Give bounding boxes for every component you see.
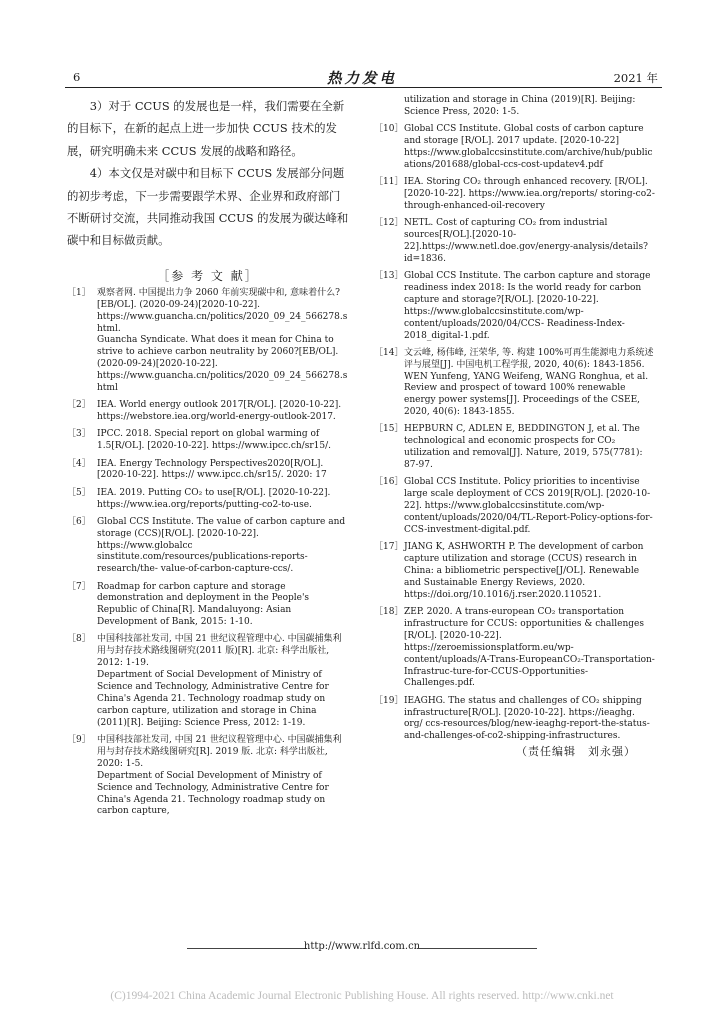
reference-18 — [374, 607, 656, 690]
reference-text: HEPBURN C, ADLEN E, BEDDINGTON J, et al. The technological and economic prospects for CO₂ utilization and removal[J]. Nature, 2019, 575(7781): 87-97. — [404, 424, 643, 471]
reference-number: ［6］ — [67, 516, 91, 527]
reference-3 — [67, 429, 349, 453]
left-column — [67, 95, 349, 824]
reference-number: ［3］ — [67, 429, 91, 440]
reference-number: ［15］ — [374, 424, 404, 435]
reference-9 — [67, 735, 349, 818]
reference-4 — [67, 459, 349, 483]
reference-number: ［10］ — [374, 124, 404, 135]
reference-number: ［16］ — [374, 477, 404, 488]
reference-number: ［9］ — [67, 735, 91, 746]
reference-6 — [67, 517, 349, 577]
reference-text: IEA. Energy Technology Perspectives2020[R/OL]. [2020-10-22]. https:// www.ipcc.ch/sr15/. 2020: 17 — [97, 458, 327, 481]
reference-text: IEA. Storing CO₂ through enhanced recovery. [R/OL]. [2020-10-22]. https://www.iea.org/reports/ storing-co2-through-enhanced-oil-recovery — [404, 177, 655, 211]
reference-number: ［4］ — [67, 458, 91, 469]
reference-text-en: Department of Social Development of Ministry of Science and Technology, Administrative Centre for China's Agenda 21. Technology roadmap study on carbon capture, — [97, 770, 329, 817]
reference-8 — [67, 634, 349, 729]
reference-number: ［14］ — [374, 347, 404, 358]
paragraph-3: 3）对于 CCUS 的发展也是一样，我们需要在全新的目标下，在新的起点上进一步加快 CCUS 技术的发展，研究明确未来 CCUS 发展的战略和路径。 — [67, 99, 345, 158]
reference-text: IEAGHG. The status and challenges of CO₂ shipping infrastructure[R/OL]. [2020-10-22]. https://ieaghg. org/ ccs-resources/blog/new-ieaghg-report-the-status-and-challenges-of-co2-shipping-infrastructures. — [404, 695, 650, 742]
reference-number: ［17］ — [374, 542, 404, 553]
reference-text: 中国科技部社发司, 中国 21 世纪议程管理中心. 中国碳捕集利用与封存技术路线图研究(2011 版)[R]. 北京: 科学出版社, 2012: 1-19. — [97, 634, 342, 669]
reference-text-en: Department of Social Development of Ministry of Science and Technology, Administrative Centre for China's Agenda 21. Technology roadmap study on carbon capture, utilization and storage in China (2011)[R]. Beijing: Science Press, 2012: 1-19. — [97, 670, 329, 728]
journal-title: 热力发电 — [327, 70, 397, 87]
reference-number: ［11］ — [374, 177, 404, 188]
reference-text: NETL. Cost of capturing CO₂ from industrial sources[R/OL].[2020-10-22].https://www.netl.doe.gov/energy-analysis/details?id=1836. — [404, 218, 648, 264]
reference-text: Global CCS Institute. The value of carbon capture and storage (CCS)[R/OL]. [2020-10-22]. https://www.globalcc sinstitute.com/resources/publications-reports-research/the- value-of-carbon-capture-ccs/. — [97, 516, 346, 575]
reference-text: Global CCS Institute. Global costs of carbon capture and storage [R/OL]. 2017 update. [2020-10-22] https://www.globalccsinstitute.com/archive/hub/publications/201688/global-ccs-cost-updatev4.pdf — [404, 124, 653, 170]
reference-number: ［13］ — [374, 270, 404, 281]
reference-15 — [374, 424, 656, 472]
editor-credit: （责任编辑 刘永强） — [516, 745, 636, 758]
reference-number: ［5］ — [67, 487, 91, 498]
reference-text: Global CCS Institute. The carbon capture and storage readiness index 2018: Is the world ready for carbon capture and storage?[R/OL]. [2020-10-22]. https://www.globalccsinstitute.com/wp-content/uploads/2020/04/CCS- Readiness-Index-2018_digital-1.pdf. — [404, 270, 651, 341]
reference-number: ［8］ — [67, 634, 91, 645]
reference-17 — [374, 542, 656, 602]
reference-text: JIANG K, ASHWORTH P. The development of carbon capture utilization and storage (CCUS) research in China: a bibliometric perspective[J/OL]. Renewable and Sustainable Energy Reviews, 2020. https://doi.org/10.1016/j.rser.2020.110521. — [404, 542, 644, 600]
reference-12 — [374, 218, 656, 266]
reference-13 — [374, 271, 656, 342]
reference-text: 文云峰, 杨伟峰, 汪荣华, 等. 构建 100%可再生能源电力系统述评与展望[J]. 中国电机工程学报, 2020, 40(6): 1843-1856. — [404, 347, 654, 370]
reference-number: ［19］ — [374, 695, 404, 706]
reference-7 — [67, 582, 349, 630]
reference-2 — [67, 400, 349, 424]
reference-text-en: WEN Yunfeng, YANG Weifeng, WANG Ronghua, et al. Review and prospect of toward 100% renewable energy power systems[J]. Proceedings of the CSEE, 2020, 40(6): 1843-1855. — [404, 371, 649, 418]
reference-text: 中国科技部社发司, 中国 21 世纪议程管理中心. 中国碳捕集利用与封存技术路线图研究[R]. 2019 版. 北京: 科学出版社, 2020: 1-5. — [97, 735, 342, 769]
reference-text: 观察者网. 中国提出力争 2060 年前实现碳中和, 意味着什么?[EB/OL]. (2020-09-24)[2020-10-22]. https://www.guancha.cn/politics/2020_09_24_566278.shtml. — [97, 287, 348, 334]
references-heading: ［参 考 文 献］ — [157, 268, 259, 283]
year: 2021 年 — [613, 71, 658, 85]
reference-text: Roadmap for carbon capture and storage demonstration and deployment in the People's Republic of China[R]. Mandaluyong: Asian Development of Bank, 2015: 1-10. — [97, 581, 310, 628]
page-number: 6 — [73, 70, 81, 84]
copyright-watermark: (C)1994-2021 China Academic Journal Electronic Publishing House. All rights reserved. http://www.cnki.net — [110, 990, 614, 1002]
reference-number: ［2］ — [67, 400, 91, 411]
footer-url: http://www.rlfd.com.cn — [303, 941, 421, 952]
reference-19 — [374, 696, 656, 744]
reference-10 — [374, 124, 656, 172]
right-column — [374, 95, 656, 749]
reference-text: IEA. 2019. Putting CO₂ to use[R/OL]. [2020-10-22]. https://www.iea.org/reports/putting-co2-to-use. — [97, 487, 331, 510]
footer-rule-right — [417, 948, 537, 949]
reference-5 — [67, 488, 349, 512]
reference-number: ［12］ — [374, 218, 404, 229]
header-rule — [65, 87, 662, 88]
reference-text: IEA. World energy outlook 2017[R/OL]. [2020-10-22]. https://webstore.iea.org/world-energy-outlook-2017. — [97, 400, 342, 423]
reference-text: Global CCS Institute. Policy priorities to incentivise large scale deployment of CCS 2019[R/OL]. [2020-10-22]. https://www.globalccsinstitute.com/wp-content/uploads/2020/04/TL-Report-Policy-options-for-CCS-investment-digital.pdf. — [404, 477, 653, 535]
reference-14 — [374, 348, 656, 419]
paragraph-4: 4）本文仅是对碳中和目标下 CCUS 发展部分问题的初步考虑，下一步需要跟学术界、企业界和政府部门不断研讨交流，共同推动我国 CCUS 的发展为碳达峰和碳中和目标做贡献。 — [67, 166, 349, 248]
reference-text: IPCC. 2018. Special report on global warming of 1.5[R/OL]. [2020-10-22]. https://www.ipcc.ch/sr15/. — [97, 429, 331, 452]
reference-number: ［1］ — [67, 287, 91, 298]
reference-1 — [67, 288, 349, 395]
reference-text: ZEP. 2020. A trans-european CO₂ transportation infrastructure for CCUS: opportunities & challenges [R/OL]. [2020-10-22]. https://zeroemissionsplatform.eu/wp-content/uploads/A-Trans-EuropeanCO₂-Transportation-Infrastruc-ture-for-CCUS-Opportunities-Challenges.pdf. — [404, 607, 655, 689]
reference-number: ［18］ — [374, 607, 404, 618]
reference-number: ［7］ — [67, 581, 91, 592]
reference-11 — [374, 177, 656, 213]
reference-text-en: Guancha Syndicate. What does it mean for China to strive to achieve carbon neutrality by 2060?[EB/OL]. (2020-09-24)[2020-10-22]. https://www.guancha.cn/politics/2020_09_24_566278.shtml — [97, 335, 348, 394]
reference-16 — [374, 477, 656, 537]
reference-9-continued: utilization and storage in China (2019)[R]. Beijing: Science Press, 2020: 1-5. — [404, 95, 636, 117]
